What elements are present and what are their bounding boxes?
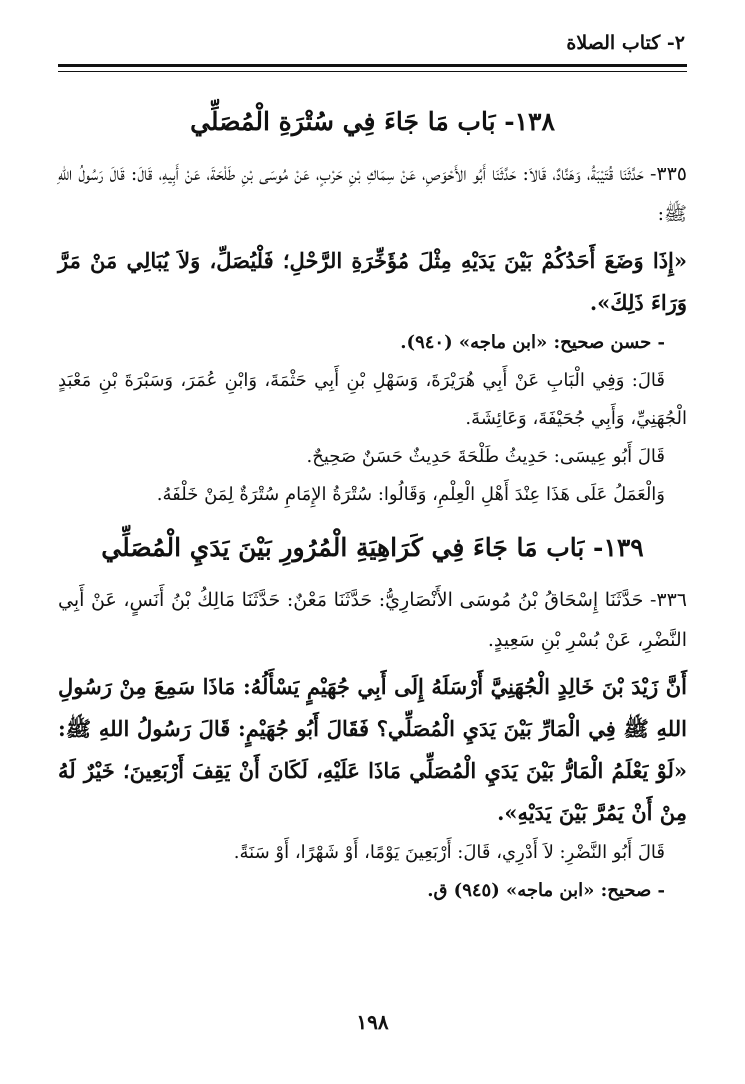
commentary-paragraph: قَالَ: وَفِي الْبَابِ عَنْ أَبِي هُرَيْرَةَ، وَسَهْلِ بْنِ أَبِي حَثْمَةَ، وَابْنِ عُمَرَ، وَسَبْرَةَ بْنِ مَعْبَدٍ الْجُهَنِيِّ، وَأَبِي جُحَيْفَةَ، وَعَائِشَةَ. bbox=[58, 370, 687, 429]
commentary-paragraph: قَالَ أَبُو النَّضْرِ: لاَ أَدْرِي، قَالَ: أَرْبَعِينَ يَوْمًا، أَوْ شَهْرًا، أَوْ سَنَةً. bbox=[233, 842, 665, 863]
hadith-isnad: ٣٣٦- حَدَّثَنَا إِسْحَاقُ بْنُ مُوسَى الأَنْصَارِيُّ: حَدَّثَنَا مَعْنٌ: حَدَّثَنَا مَالِكُ بْنُ أَنَسٍ، عَنْ أَبِي النَّضْرِ، عَنْ بُسْرِ بْنِ سَعِيدٍ. bbox=[58, 589, 687, 651]
hadith-grade: - صحيح: «ابن ماجه» (٩٤٥) ق. bbox=[427, 880, 665, 901]
hadith-matn: أَنَّ زَيْدَ بْنَ خَالِدٍ الْجُهَنِيَّ أَرْسَلَهُ إِلَى أَبِي جُهَيْمٍ يَسْأَلُهُ: مَاذَا سَمِعَ مِنْ رَسُولِ اللهِ ﷺ فِي الْمَارِّ بَيْنَ يَدَيِ الْمُصَلِّي؟ فَقَالَ أَبُو جُهَيْمٍ: قَالَ رَسُولُ اللهِ ﷺ: «لَوْ يَعْلَمُ الْمَارُّ بَيْنَ يَدَيِ الْمُصَلِّي مَاذَا عَلَيْهِ، لَكَانَ أَنْ يَقِفَ أَرْبَعِينَ؛ خَيْرٌ لَهُ مِنْ أَنْ يَمُرَّ بَيْنَ يَدَيْهِ». bbox=[58, 674, 687, 825]
hadith-grade: - حسن صحيح: «ابن ماجه» (٩٤٠). bbox=[400, 332, 665, 353]
commentary-paragraph: وَالْعَمَلُ عَلَى هَذَا عِنْدَ أَهْلِ الْعِلْمِ، وَقَالُوا: سُتْرَةُ الإِمَامِ سُتْرَةٌ لِمَنْ خَلْفَهُ. bbox=[156, 484, 665, 505]
running-header: ٢- كتاب الصلاة bbox=[566, 32, 685, 54]
chapter-title: ١٣٩- بَاب مَا جَاءَ فِي كَرَاهِيَةِ الْمُرُورِ بَيْنَ يَدَيِ الْمُصَلِّي bbox=[101, 533, 644, 562]
page-number: ١٩٨ bbox=[356, 1010, 389, 1034]
chapter-139 bbox=[58, 524, 687, 910]
hadith-matn: «إِذَا وَضَعَ أَحَدُكُمْ بَيْنَ يَدَيْهِ مِثْلَ مُؤَخِّرَةِ الرَّحْلِ؛ فَلْيُصَلِّ، وَلاَ يُبَالِي مَنْ مَرَّ وَرَاءَ ذَلِكَ». bbox=[58, 248, 687, 315]
header-rule-thick bbox=[58, 64, 687, 67]
commentary-paragraph: قَالَ أَبُو عِيسَى: حَدِيثُ طَلْحَةَ حَدِيثٌ حَسَنٌ صَحِيحٌ. bbox=[306, 446, 665, 467]
page-content bbox=[58, 98, 687, 910]
chapter-title: ١٣٨- بَاب مَا جَاءَ فِي سُتْرَةِ الْمُصَلِّي bbox=[190, 107, 555, 136]
hadith-isnad: ٣٣٥- حَدَّثَنَا قُتَيْبَةُ، وَهَنَّادٌ، قَالاَ: حَدَّثَنَا أَبُو الأَحْوَصِ، عَنْ سِمَاكِ بْنِ حَرْبٍ، عَنْ مُوسَى بْنِ طَلْحَةَ، عَنْ أَبِيهِ، قَالَ: قَالَ رَسُولُ اللهِ ﷺ: bbox=[58, 163, 687, 225]
chapter-138 bbox=[58, 98, 687, 514]
header-rule-thin bbox=[58, 71, 687, 72]
